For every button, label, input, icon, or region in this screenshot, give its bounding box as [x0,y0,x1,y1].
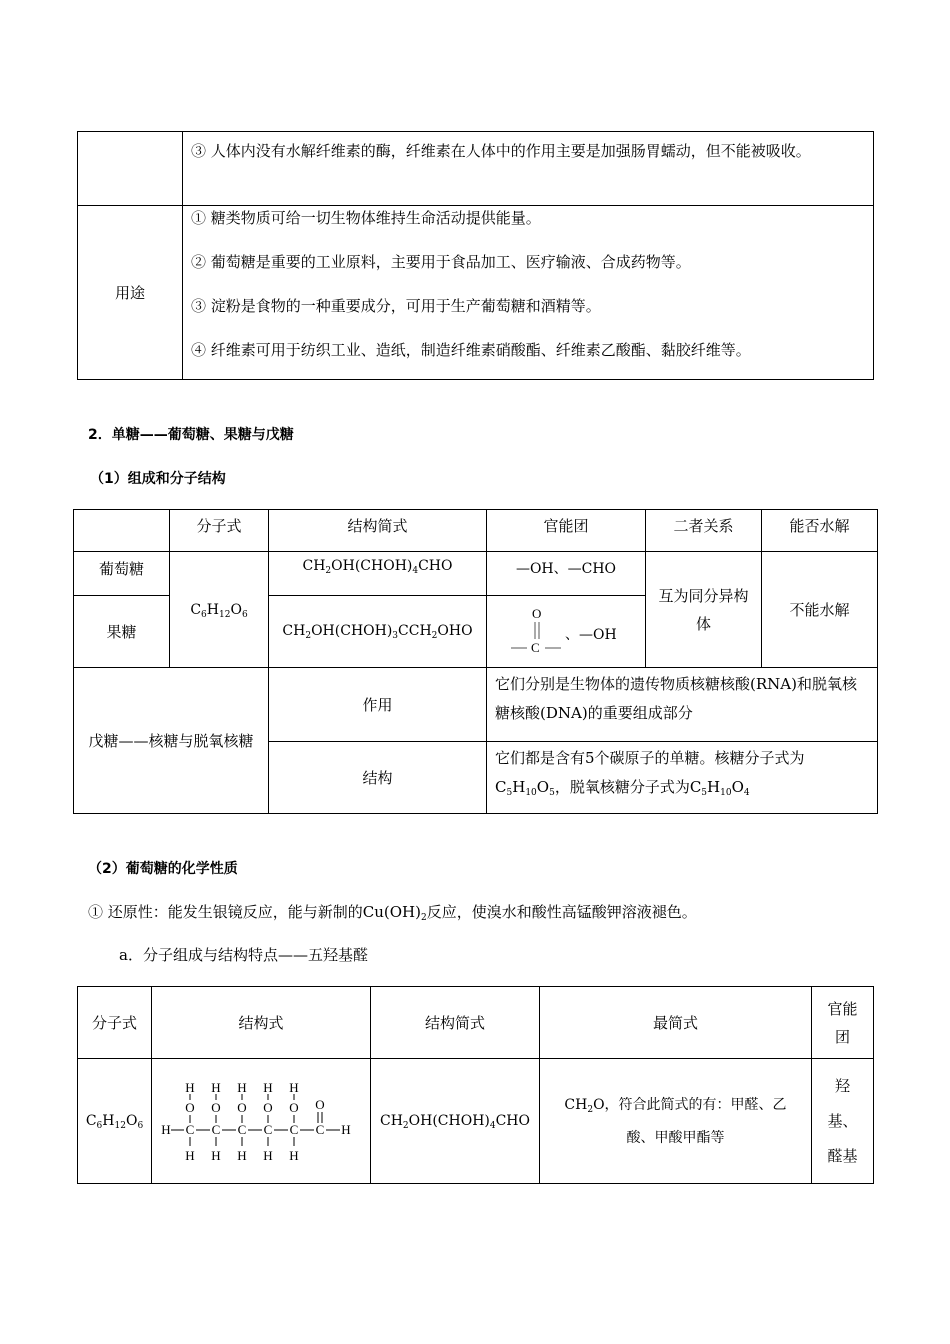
hydrolysis-cell [762,552,878,668]
atom-c: C [211,1122,220,1137]
cellulose-note: ③ 人体内没有水解纤维素的酶，纤维素在人体中的作用主要是加强肠胃蠕动，但不能被吸收。 [191,142,811,160]
atom-h: H [210,1148,221,1163]
carbonyl-group [509,602,569,662]
t3-simple-cell [371,1059,540,1184]
glucose-structure-table [77,986,874,1184]
fructose-structure-cell [269,596,487,668]
fructose-func-cell [487,596,646,668]
pentose-role-label: 作用 [362,696,393,714]
t3-functional-groups: 羟基、醛基 [827,1076,858,1165]
atom-h: H [262,1148,273,1163]
t3-header-formula: 分子式 [78,987,152,1059]
header-functional-group: 官能团 [487,510,646,552]
uses-table [77,131,874,380]
header-formula: 分子式 [170,510,269,552]
t3-header-structural: 结构式 [152,987,371,1059]
glucose-structure-cell [269,552,487,596]
carbonyl-o: O [532,605,542,621]
pentose-role-text: 它们分别是生物体的遗传物质核糖核酸(RNA)和脱氧核糖核酸(DNA)的重要组成部分 [495,675,857,722]
atom-o: O [262,1100,273,1115]
atom-h: H [160,1122,171,1137]
atom-c: C [185,1122,194,1137]
atom-o: O [210,1100,221,1115]
atom-o: O [184,1100,195,1115]
header-structure: 结构简式 [269,510,487,552]
property-reducing: ① 还原性：能发生银镜反应，能与新制的$Cu(OH)_2$反应，使溴水和酸性高锰酸钾溶液褪色。 [88,903,697,923]
hydrolysis: 不能水解 [789,601,850,619]
t3-empirical-cell [540,1059,812,1184]
atom-o: O [314,1097,325,1112]
fructose-name: 果糖 [106,623,137,641]
relation: 互为同分异构体 [658,586,749,633]
pentose-name-cell [74,668,269,814]
glucose-func-cell [487,552,646,596]
shared-formula-cell [170,552,269,668]
t3-header-func: 官能团 [812,987,874,1059]
t3-header-simple: 结构简式 [371,987,540,1059]
uses-table-row1-content [183,132,874,206]
pentose-role-cell [487,668,878,742]
header-hydrolysis: 能否水解 [762,510,878,552]
pentose-struct-cell [487,742,878,814]
point-a: a．分子组成与结构特点——五羟基醛 [119,946,368,964]
atom-h: H [262,1080,273,1095]
t3-func-cell [812,1059,874,1184]
header-empty [74,510,170,552]
atom-c: C [237,1122,246,1137]
fructose-name-cell [74,596,170,668]
pentose-name: 戊糖——核糖与脱氧核糖 [88,731,254,750]
atom-h: H [184,1148,195,1163]
use-item: ④ 纤维素可用于纺织工业、造纸，制造纤维素硝酸酯、纤维素乙酸酯、黏胶纤维等。 [191,341,751,359]
sub2-title: （2）葡萄糖的化学性质 [88,861,238,877]
shared-formula: $C_6H_{12}O_6$ [190,601,248,620]
monosaccharide-table [73,509,878,814]
pentose-role-label-cell [269,668,487,742]
atom-h: H [340,1122,351,1137]
atom-o: O [236,1100,247,1115]
pentose-struct-label: 结构 [362,769,393,787]
fructose-structure: $CH_2OH(CHOH)_3CCH_2OHO$ [282,622,473,641]
carbonyl-c: C [531,639,540,655]
pentose-struct-text: 它们都是含有5个碳原子的单糖。核糖分子式为$C_5H_{10}O_5$，脱氧核糖分子式为$C_5H_{10}O_4$ [495,749,805,798]
uses-label: 用途 [114,284,145,302]
atom-h: H [210,1080,221,1095]
pentose-struct-label-cell [269,742,487,814]
glucose-name-cell [74,552,170,596]
t3-empirical: $CH_2O$，符合此简式的有：甲醛、乙酸、甲酸甲酯等 [564,1096,787,1146]
atom-c: C [289,1122,298,1137]
atom-h: H [288,1080,299,1095]
glucose-func: —OH、—CHO [515,561,617,577]
atom-h: H [184,1080,195,1095]
atom-h: H [288,1148,299,1163]
t3-structural-cell [152,1059,371,1184]
t3-formula: $C_6H_{12}O_6$ [85,1113,144,1131]
use-item: ① 糖类物质可给一切生物体维持生命活动提供能量。 [191,209,541,227]
atom-o: O [288,1100,299,1115]
atom-h: H [236,1080,247,1095]
atom-c: C [263,1122,272,1137]
atom-h: H [236,1148,247,1163]
uses-label-cell [78,206,183,380]
uses-table-row1-label [78,132,183,206]
use-item: ② 葡萄糖是重要的工业原料，主要用于食品加工、医疗输液、合成药物等。 [191,253,691,271]
atom-c: C [315,1122,324,1137]
t3-simple-structure: $CH_2OH(CHOH)_4CHO$ [379,1113,530,1131]
glucose-structure: $CH_2OH(CHOH)_4CHO$ [302,558,453,576]
uses-content-cell [183,206,874,380]
t3-header-empirical: 最简式 [540,987,812,1059]
use-item: ③ 淀粉是食物的一种重要成分，可用于生产葡萄糖和酒精等。 [191,297,601,315]
section2-title: 2．单糖——葡萄糖、果糖与戊糖 [88,427,294,443]
glucose-name: 葡萄糖 [98,560,144,578]
sub1-title: （1）组成和分子结构 [90,471,226,487]
relation-cell [646,552,762,668]
t3-formula-cell [78,1059,152,1184]
fructose-func-suffix: 、—OH [565,626,617,643]
header-relation: 二者关系 [646,510,762,552]
glucose-structural-formula [154,1066,369,1176]
